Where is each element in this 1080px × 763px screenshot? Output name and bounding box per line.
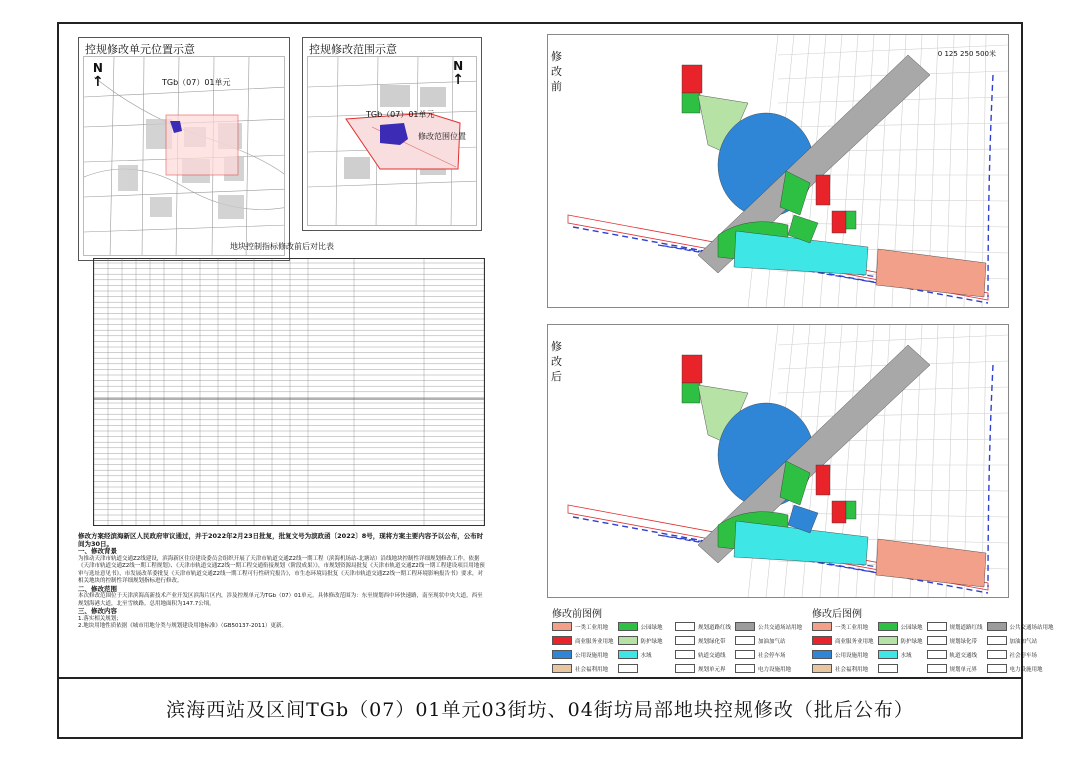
legend-label: 防护绿地 [900, 638, 923, 645]
legend-item [735, 622, 802, 631]
legend-swatch [735, 664, 755, 673]
legend-swatch [552, 636, 572, 645]
legend-swatch [927, 650, 947, 659]
legend-label: 加油加气站 [757, 638, 786, 645]
legend-label: 社会福利用地 [575, 666, 609, 673]
legend-item [812, 636, 874, 645]
legend-swatch [552, 622, 572, 631]
legend-label: 社会福利用地 [835, 666, 869, 673]
after-map [547, 324, 1009, 598]
legend-swatch [927, 636, 947, 645]
legend-swatch [987, 636, 1007, 645]
legend-label: 水域 [640, 652, 652, 659]
notes-paragraph-1: 为推动天津市轨道交通Z2线建设，滨海新区住房建设委员会组织开展了天津市轨道交通Z2线一期工程（滨海机场站-北塘站）沿线地块控制性详细规划修改工作。依据《天津市轨道交通Z2线一期工程规划》、《天津市轨道交通Z2线一期工程交通衔接规划（阶段成果）》，市规划资源局批复《天津市轨道交通Z2线一期工程建设项目用地预审与选址意见书》，市发展改革委批复《天津市轨道交通Z2线一期工程可行性研究报告》，市生态环境局批复《天津市轨道交通Z2线一期工程环境影响报告书》要求，对相关地块的控制性详细规划指标进行修改。 [78, 555, 485, 584]
legend-label: 公共交通场站用地 [1009, 624, 1054, 631]
legend-item [675, 636, 731, 645]
legend-label: 规划绿化带 [949, 638, 978, 645]
legend-swatch [675, 636, 695, 645]
legend-swatch [987, 622, 1007, 631]
location-map [83, 56, 285, 256]
legend-swatch [735, 636, 755, 645]
legend-item [987, 650, 1054, 659]
range-unit-label: TGb（07）01单元 [366, 110, 435, 119]
legend-label: 防护绿地 [640, 638, 663, 645]
legend-label: 电力设施用地 [757, 666, 791, 673]
legend-item [987, 636, 1054, 645]
landuse-parcels [568, 55, 993, 303]
legend-item [987, 664, 1054, 673]
legend-swatch [878, 650, 898, 659]
notes-paragraph-3a: 1.落实相关规划； [78, 615, 122, 622]
legend-swatch [812, 664, 832, 673]
notes-paragraph-3b: 2.地块用地性质依据《城市用地分类与规划建设用地标准》（GB50137-2011）更新。 [78, 623, 288, 629]
legend-swatch [618, 664, 638, 673]
legend-item [878, 622, 923, 631]
legend-label: 电力设施用地 [1009, 666, 1043, 673]
after-landuse-map [548, 325, 1008, 597]
legend-label: 规划绿化带 [697, 638, 726, 645]
north-label: N [92, 61, 103, 75]
legend-label: 轨道交通线 [949, 652, 978, 659]
legend-item [927, 650, 983, 659]
legend-item [812, 622, 874, 631]
before-map [547, 34, 1009, 308]
legend-item [552, 664, 614, 673]
notes-block [78, 533, 488, 631]
legend-item [927, 636, 983, 645]
legend-label: 公共交通场站用地 [757, 624, 802, 631]
legend-swatch [675, 622, 695, 631]
legend-label: 一类工业用地 [575, 624, 609, 631]
comparison-table [93, 258, 485, 526]
legend-label: 公用设施用地 [835, 652, 869, 659]
notes-heading-1: 一、修改背景 [78, 547, 117, 555]
legend-item [675, 622, 731, 631]
legend-label: 商业服务业用地 [575, 638, 614, 645]
legend-swatch [927, 664, 947, 673]
legend-label: 社会停车场 [757, 652, 786, 659]
legend-swatch [675, 650, 695, 659]
legend-label: 一类工业用地 [835, 624, 869, 631]
legend-item [618, 622, 671, 631]
legend-item [618, 664, 671, 673]
legend-swatch [987, 650, 1007, 659]
legend-item [675, 664, 731, 673]
legend-label: 规划道路红线 [949, 624, 983, 631]
legend-swatch [675, 664, 695, 673]
legend-label: 水域 [900, 652, 912, 659]
legend-swatch [878, 664, 898, 673]
legend-swatch [552, 650, 572, 659]
table-title: 地块控制指标修改前后对比表 [230, 242, 334, 251]
legend-swatch [618, 622, 638, 631]
legend-swatch [878, 622, 898, 631]
range-map [307, 56, 477, 226]
range-north-label: N [453, 59, 464, 73]
range-position-label: 修改范围位置 [418, 132, 466, 141]
location-unit-label: TGb（07）01单元 [162, 78, 231, 87]
legend-after [812, 622, 1054, 673]
approval-text: 修改方案经滨海新区人民政府审议通过，并于2022年2月23日批复，批复文号为滨政函〔2022〕8号，现将方案主要内容予以公布，公布时间为30日。 [78, 532, 484, 548]
range-panel [302, 37, 482, 231]
legend-item [927, 664, 983, 673]
legend-item [735, 636, 802, 645]
range-panel-title: 控规修改范围示意 [309, 43, 397, 56]
legend-item [878, 664, 923, 673]
location-panel [78, 37, 290, 261]
legend-item [735, 650, 802, 659]
legend-label: 公园绿地 [900, 624, 923, 631]
legend-swatch [618, 636, 638, 645]
legend-label: 商业服务业用地 [835, 638, 874, 645]
legend-label: 规划单元界 [697, 666, 726, 673]
legend-item [675, 650, 731, 659]
legend-swatch [812, 650, 832, 659]
comparison-table-grid [94, 259, 484, 525]
legend-item [987, 622, 1054, 631]
page-title: 滨海西站及区间TGb（07）01单元03街坊、04街坊局部地块控规修改（批后公布） [59, 677, 1021, 737]
scale-bar: 0 125 250 500米 [937, 50, 996, 58]
legend-label: 加油加气站 [1009, 638, 1038, 645]
legend-label: 轨道交通线 [697, 652, 726, 659]
legend-item [618, 650, 671, 659]
legend-label: 规划单元界 [949, 666, 978, 673]
notes-paragraph-2: 本次修改范围位于天津滨海高新技术产业开发区滨海片区内，涉及控规单元为TGb（07）01单元。具体修改范围为：东至规划西中环快速路，南至现状中央大道，西至规划海港大道，北至雪映路。总用地面积为147.7公顷。 [78, 593, 483, 607]
legend-swatch [618, 650, 638, 659]
legend-item [552, 622, 614, 631]
legend-swatch [812, 622, 832, 631]
before-map-label: 修改前 [551, 50, 562, 93]
legend-swatch [735, 650, 755, 659]
notes-heading-3: 三、修改内容 [78, 607, 117, 615]
notes-heading-2: 二、修改范围 [78, 584, 117, 593]
legend-item [878, 650, 923, 659]
legend-after-title: 修改后图例 [812, 609, 862, 620]
legend-item [552, 650, 614, 659]
legend-item [812, 650, 874, 659]
location-panel-title: 控规修改单元位置示意 [85, 43, 195, 56]
range-north-arrow-icon: N ↑ [452, 59, 464, 88]
north-arrow-icon: N ↑ [92, 61, 104, 90]
legend-item [812, 664, 874, 673]
legend-swatch [552, 664, 572, 673]
landuse-parcels [568, 345, 993, 593]
legend-item [735, 664, 802, 673]
legend-label: 社会停车场 [1009, 652, 1038, 659]
legend-swatch [927, 622, 947, 631]
before-landuse-map [548, 35, 1008, 307]
legend-swatch [878, 636, 898, 645]
legend-before [552, 622, 802, 673]
legend-swatch [735, 622, 755, 631]
after-map-label: 修改后 [551, 340, 562, 383]
legend-item [552, 636, 614, 645]
legend-swatch [812, 636, 832, 645]
legend-before-title: 修改前图例 [552, 609, 602, 620]
legend-swatch [987, 664, 1007, 673]
legend-item [927, 622, 983, 631]
legend-label: 规划道路红线 [697, 624, 731, 631]
legend-item [878, 636, 923, 645]
legend-label: 公用设施用地 [575, 652, 609, 659]
legend-item [618, 636, 671, 645]
legend-label: 公园绿地 [640, 624, 663, 631]
